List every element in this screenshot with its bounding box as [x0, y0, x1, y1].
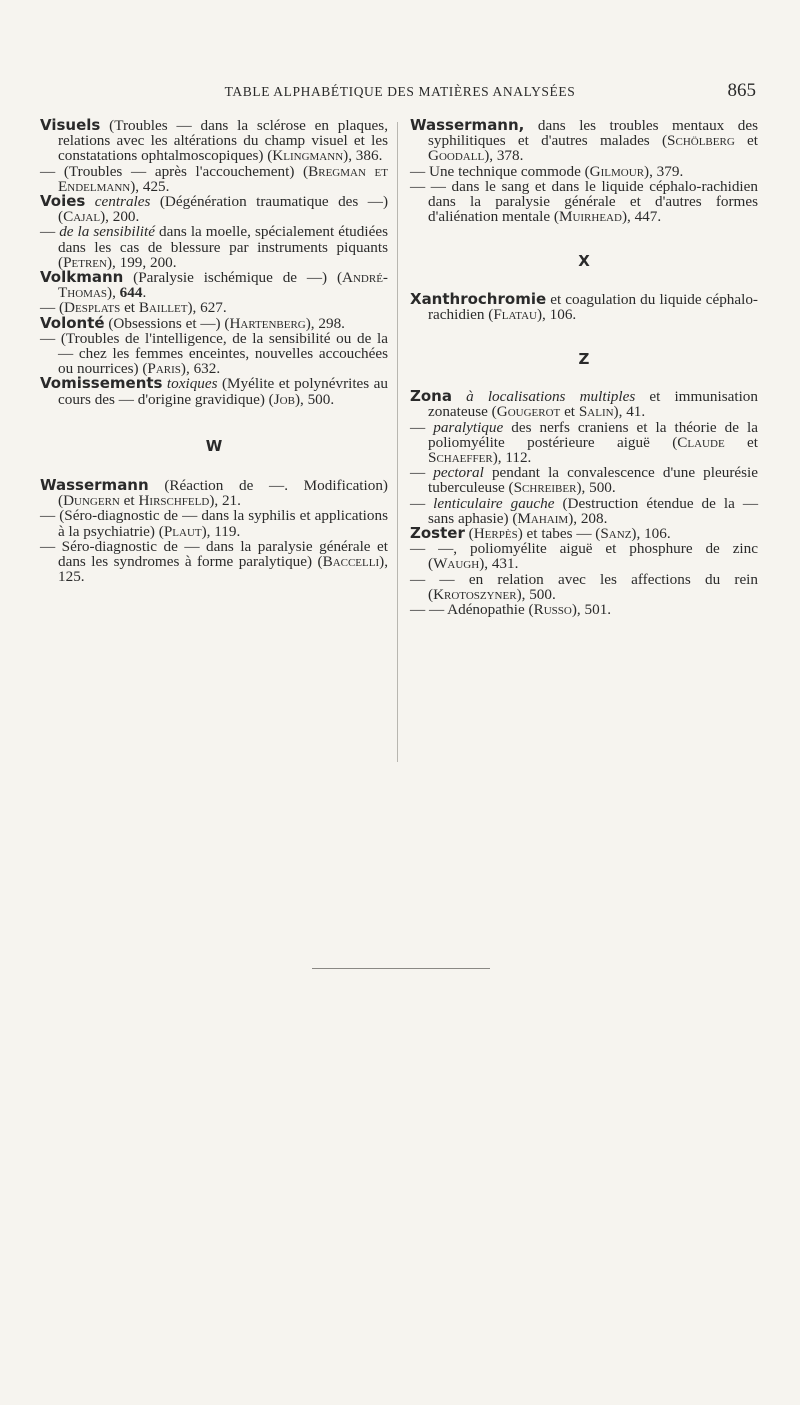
index-entry-zona-4: — lenticulaire gauche (Destruction étendue de la — sans aphasie) (Mahaim), 208. [410, 494, 759, 527]
section-letter-w: W [205, 436, 223, 455]
index-entry-wassermann: Wassermann (Réaction de —. Modification) (Dungern et Hirschfeld), 21. [40, 476, 388, 510]
index-entry-zona: Zona à localisations multiples et immunisation zonateuse (Gougerot et Salin), 41. [410, 387, 758, 421]
index-entry-zoster-4: — — Adénopathie (Russo), 501. [410, 601, 612, 619]
section-letter-x: X [578, 252, 590, 271]
running-title: TABLE ALPHABÉTIQUE DES MATIÈRES ANALYSÉES [224, 84, 576, 99]
left-column [40, 118, 388, 584]
index-entry-wassermann-4: Wassermann, dans les troubles mentaux des syphilitiques et d'autres malades (Schölberg et Goodall), 378. [410, 116, 759, 165]
index-entry-visuels-2: — (Troubles — après l'accouchement) (Bregman et Endelmann), 425. [40, 162, 388, 195]
right-column [410, 118, 758, 617]
index-entry-vomissements: Vomissements toxiques (Myélite et polynévrites au cours des — d'origine gravidique) (Job), 500. [40, 374, 388, 408]
index-entry-zona-3: — pectoral pendant la convalescence d'une pleurésie tuberculeuse (Schreiber), 500. [410, 464, 758, 497]
index-entry-xanthrochromie: Xanthrochromie et coagulation du liquide céphalo-rachidien (Flatau), 106. [410, 289, 758, 323]
index-entry-zoster-3: — — en relation avec les affections du rein (Krotoszyner), 500. [410, 570, 758, 603]
index-entry-wassermann-2: — (Séro-diagnostic de — dans la syphilis et applications à la psychiatrie) (Plaut), 119. [40, 507, 388, 540]
index-entry-wassermann-5: — Une technique commode (Gilmour), 379. [410, 162, 684, 180]
index-entry-zoster-2: — —, poliomyélite aiguë et phosphure de zinc (Waugh), 431. [410, 540, 758, 573]
page-number: 865 [727, 80, 756, 101]
index-entry-wassermann-3: — Séro-diagnostic de — dans la paralysie générale et dans les syndromes à forme paralytique) (Baccelli), 125. [40, 537, 388, 586]
section-letter-z: Z [578, 350, 590, 369]
index-entry-zoster: Zoster (Herpès) et tabes — (Sanz), 106. [410, 524, 671, 543]
page-header [40, 80, 760, 104]
index-entry-zona-2: — paralytique des nerfs craniens et la théorie de la poliomyélite postérieure aiguë (Claude et Schaeffer), 112. [410, 418, 759, 467]
index-entry-volonte-2: — (Troubles de l'intelligence, de la sensibilité ou de la — chez les femmes enceintes, nouvelles accouchées ou nourrices) (Paris), 632. [40, 329, 388, 378]
index-entry-volonte: Volonté (Obsessions et —) (Hartenberg), 298. [40, 313, 345, 332]
index-entry-voies: Voies centrales (Dégénération traumatique des —) (Cajal), 200. [40, 192, 388, 226]
index-entry-visuels: Visuels (Troubles — dans la sclérose en plaques, relations avec les altérations du champ visuel et les constatations ophtalmoscopiques) (Klingmann), 386. [40, 116, 388, 165]
index-entry-volkmann-2: — (Desplats et Baillet), 627. [40, 299, 227, 317]
column-divider [397, 122, 398, 762]
index-entry-wassermann-6: — — dans le sang et dans le liquide céphalo-rachidien dans la paralysie générale et d'autres formes d'aliénation mentale (Muirhead), 447. [410, 177, 758, 226]
index-entry-volkmann: Volkmann (Paralysie ischémique de —) (André-Thomas), 644. [40, 268, 388, 302]
end-rule [312, 968, 490, 969]
index-entry-voies-2: — de la sensibilité dans la moelle, spécialement étudiées dans les cas de blessure par instruments piquants (Petren), 199, 200. [40, 223, 388, 271]
